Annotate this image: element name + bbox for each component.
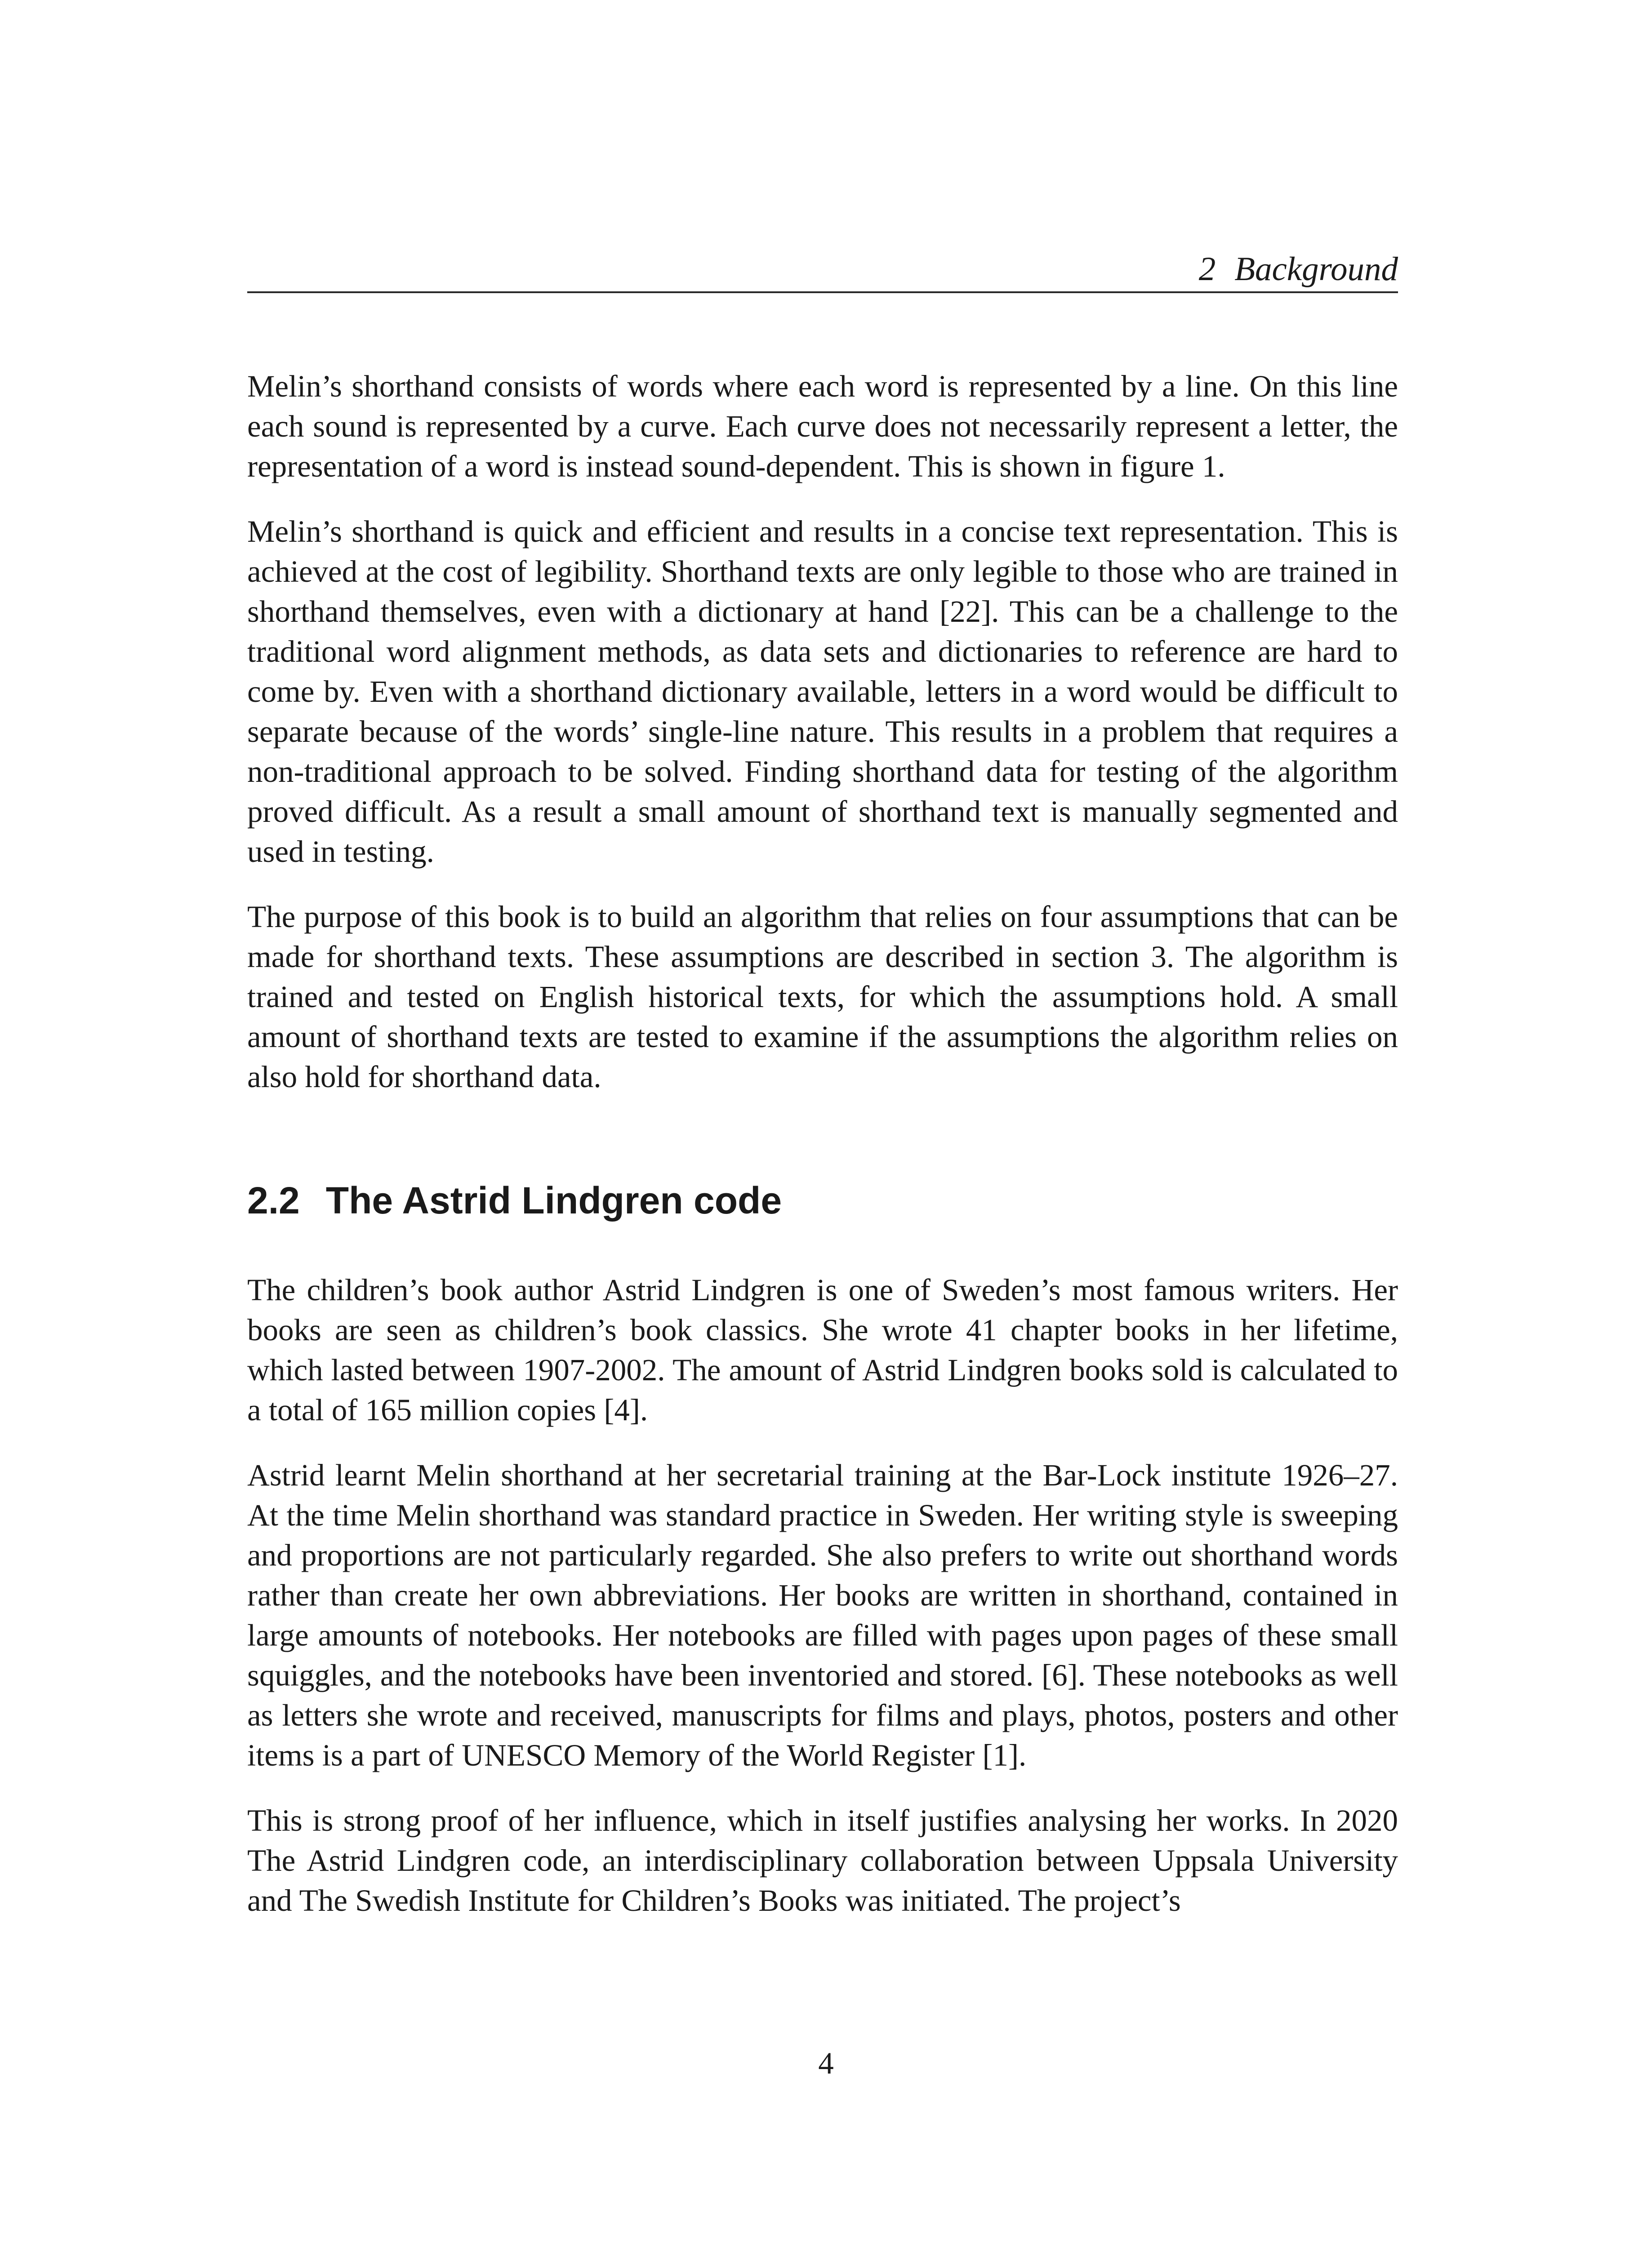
header-text xyxy=(1199,252,1398,286)
paragraph: The children’s book author Astrid Lindgren is one of Sweden’s most famous writers. Her books are seen as children’s book classics. She wrote 41 chapter books in her lifetime, which lasted between 1907-2002. The amount of Astrid Lindgren books sold is calculated to a total of 165 million copies [4]. xyxy=(247,1273,1398,1427)
body-text xyxy=(247,366,1398,1946)
paragraph: Astrid learnt Melin shorthand at her secretarial training at the Bar-Lock institute 1926–27. At the time Melin shorthand was standard practice in Sweden. Her writing style is sweeping and proportions are not particularly regarded. She also prefers to write out shorthand words rather than create her own abbreviations. Her books are written in shorthand, contained in large amounts of notebooks. Her notebooks are filled with pages upon pages of these small squiggles, and the notebooks have been inventoried and stored. [6]. These notebooks as well as letters she wrote and received, manuscripts for films and plays, photos, posters and other items is a part of UNESCO Memory of the World Register [1]. xyxy=(247,1458,1398,1772)
paragraph: The purpose of this book is to build an algorithm that relies on four assumptions that can be made for shorthand texts. These assumptions are described in section 3. The algorithm is trained and tested on English historical texts, for which the assumptions hold. A small amount of shorthand texts are tested to examine if the assumptions the algorithm relies on also hold for shorthand data. xyxy=(247,900,1398,1094)
paragraph: This is strong proof of her influence, which in itself justifies analysing her works. In 2020 The Astrid Lindgren code, an interdisciplinary collaboration between Uppsala University and The Swedish Institute for Children’s Books was initiated. The project’s xyxy=(247,1803,1398,1918)
header-chapter-title: Background xyxy=(1234,250,1398,288)
page-number: 4 xyxy=(818,2046,834,2080)
section-heading xyxy=(247,1178,1398,1223)
paragraph: Melin’s shorthand is quick and efficient and results in a concise text representation. This is achieved at the cost of legibility. Shorthand texts are only legible to those who are trained in shorthand themselves, even with a dictionary at hand [22]. This can be a challenge to the traditional word alignment methods, as data sets and dictionaries to reference are hard to come by. Even with a shorthand dictionary available, letters in a word would be difficult to separate because of the words’ single-line nature. This results in a problem that requires a non-traditional approach to be solved. Finding shorthand data for testing of the algorithm proved difficult. As a result a small amount of shorthand text is manually segmented and used in testing. xyxy=(247,514,1398,869)
running-header xyxy=(247,246,1398,293)
section-title: The Astrid Lindgren code xyxy=(325,1179,782,1222)
header-chapter-number: 2 xyxy=(1198,250,1216,288)
paragraph: Melin’s shorthand consists of words where each word is represented by a line. On this line each sound is represented by a curve. Each curve does not necessarily represent a letter, the representation of a word is instead sound-dependent. This is shown in figure 1. xyxy=(247,369,1398,483)
section-number: 2.2 xyxy=(247,1179,300,1222)
